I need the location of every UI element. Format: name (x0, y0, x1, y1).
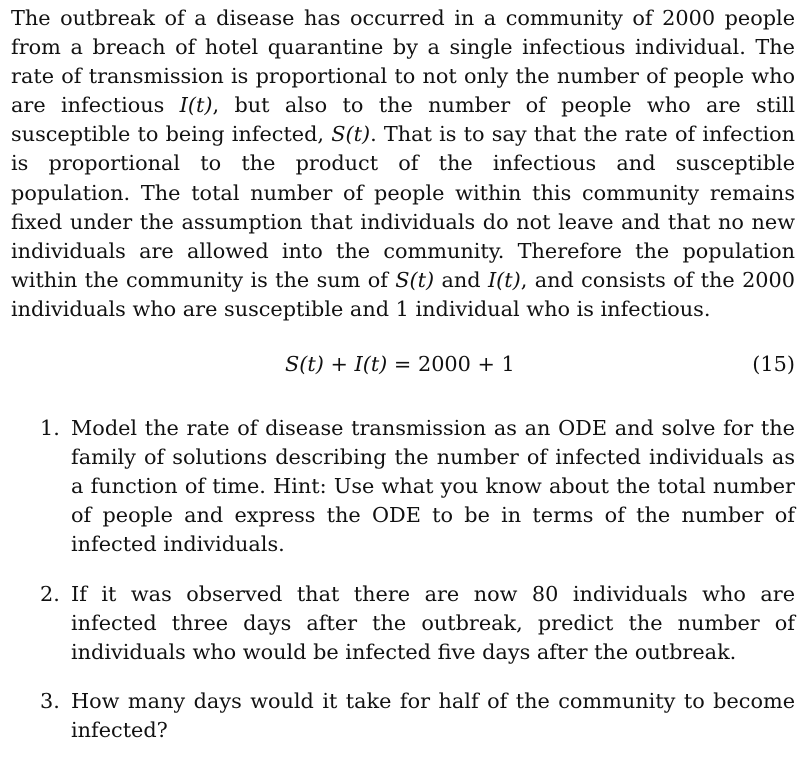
intro-text-part-5: , and consists of the 2000 individuals who are susceptible and 1 individual who is infectious. (11, 267, 795, 321)
intro-paragraph (11, 4, 795, 324)
susceptible-variable-2: S(t) (395, 267, 435, 292)
equation-number: (15) (752, 352, 795, 377)
question-text: If it was observed that there are now 80 individuals who are infected three days after the outbreak, predict the number of individuals who would be infected five days after the outbreak. (71, 581, 795, 664)
question-number: 3. (40, 688, 60, 713)
question-number: 2. (40, 581, 60, 606)
equation-i-term: I(t) (354, 352, 388, 377)
equation-s-term: S(t) (285, 352, 324, 377)
question-item (11, 580, 795, 667)
document-page (11, 4, 795, 765)
equation-plus: + (323, 352, 355, 377)
question-number: 1. (40, 416, 60, 441)
intro-text-part-3: . That is to say that the rate of infection is proportional to the product of the infectious and susceptible population. The total number of people within this community remains fixed under the assumption that individuals do not leave and that no new individuals are allowed into the community. Therefore the population within the community is the sum of (11, 122, 795, 292)
display-equation (11, 344, 795, 392)
question-item (11, 687, 795, 745)
equation-rhs: = 2000 + 1 (387, 352, 515, 377)
question-text: How many days would it take for half of the community to become infected? (71, 688, 795, 742)
equation-body (285, 350, 515, 379)
intro-text-part-4: and (434, 267, 488, 292)
question-text: Model the rate of disease transmission as an ODE and solve for the family of solutions describing the number of infected individuals as a function of time. Hint: Use what you know about the total number of people and express the ODE to be in terms of the number of infected individuals. (71, 416, 795, 557)
infectious-variable-2: I(t) (487, 267, 521, 292)
susceptible-variable: S(t) (331, 122, 371, 147)
intro-text-part-1: The outbreak of a disease has occurred in a community of 2000 people from a breach of hotel quarantine by a single infectious individual. The rate of transmission is proportional to not only the number of people who are infectious (11, 6, 795, 118)
intro-text-part-2: , but also to the number of people who are still susceptible to being infected, (11, 93, 795, 147)
question-list (11, 414, 795, 745)
infectious-variable: I(t) (179, 93, 213, 118)
question-item (11, 414, 795, 559)
